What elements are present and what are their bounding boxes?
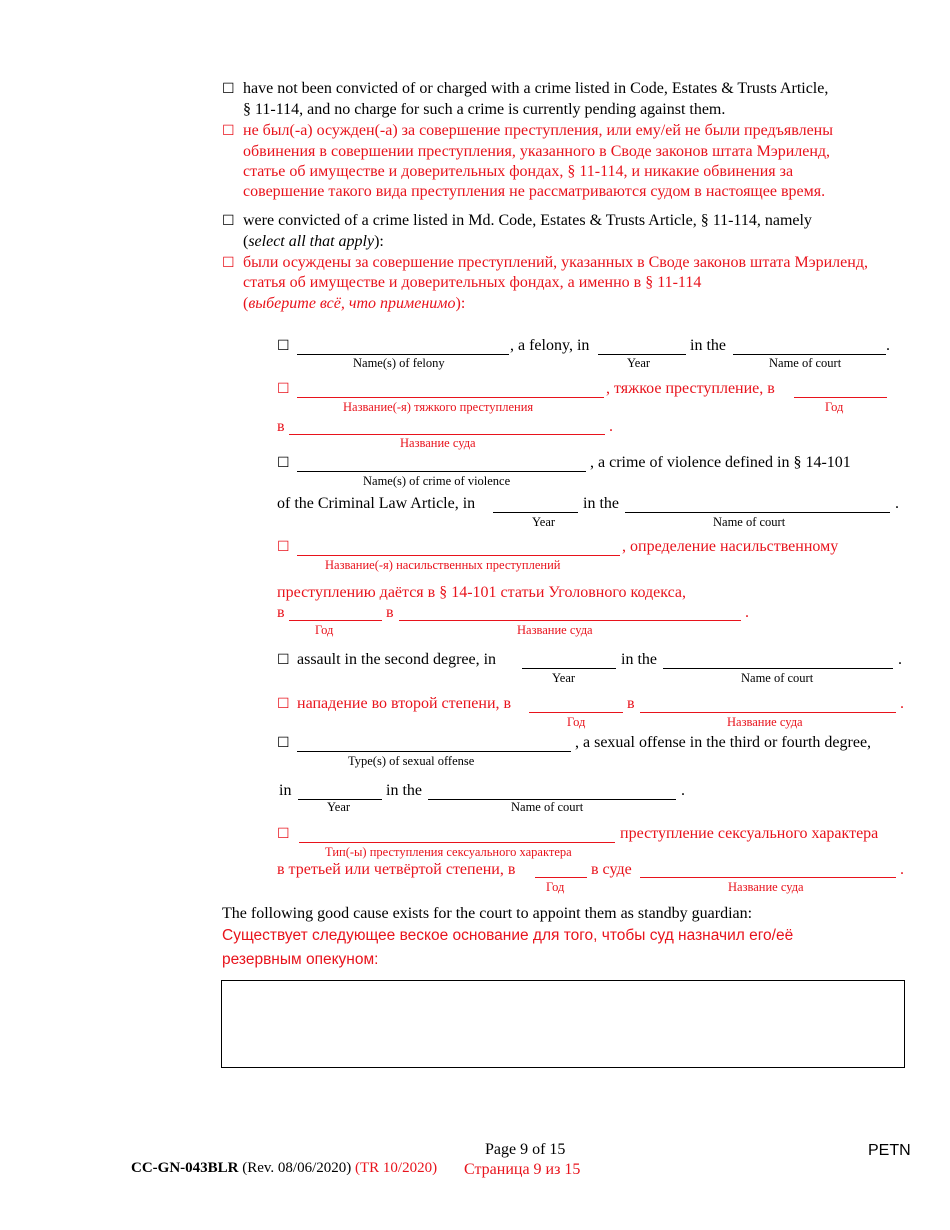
sexual-ru-year-field[interactable] <box>535 877 587 878</box>
felony-ru-year-field[interactable] <box>794 397 887 398</box>
felony-court-label: Name of court <box>769 356 842 370</box>
sexual-court-label: Name of court <box>511 800 584 814</box>
assault-ru-court-label: Название суда <box>727 715 803 729</box>
felony-text: , a felony, in <box>510 337 590 354</box>
felony-ru-name-label: Название(-я) тяжкого преступления <box>343 400 534 414</box>
violence-period: . <box>895 495 899 512</box>
violence-name-field[interactable] <box>297 471 586 472</box>
violence-year-field[interactable] <box>493 512 578 513</box>
violence-ru-v1: в <box>277 604 285 621</box>
sexual-in-the: in the <box>386 782 422 799</box>
sexual-period: . <box>681 782 685 799</box>
assault-period: . <box>898 651 902 668</box>
checkbox-not-convicted[interactable]: ☐ <box>222 81 235 97</box>
assault-ru-v: в <box>627 695 635 712</box>
sexual-in: in <box>279 782 292 799</box>
were-convicted-en-line2: (select all that apply): <box>243 233 384 250</box>
violence-ru-name-field[interactable] <box>297 555 620 556</box>
checkbox-violence-ru[interactable]: ☐ <box>277 539 290 555</box>
sexual-year-label: Year <box>327 800 351 814</box>
sexual-ru-court-field[interactable] <box>640 877 896 878</box>
checkbox-assault[interactable]: ☐ <box>277 652 290 668</box>
felony-in-the: in the <box>690 337 726 354</box>
felony-year-field[interactable] <box>598 354 686 355</box>
felony-ru-name-field[interactable] <box>297 397 604 398</box>
violence-ru-year-field[interactable] <box>289 620 382 621</box>
assault-ru-year-field[interactable] <box>529 712 623 713</box>
sexual-ru-court-label: Название суда <box>728 880 804 894</box>
not-convicted-en-line1: have not been convicted of or charged with a crime listed in Code, Estates & Trusts Article, <box>243 80 829 97</box>
sexual-ru-in-court: в суде <box>591 861 632 878</box>
felony-ru-text: , тяжкое преступление, в <box>606 380 775 397</box>
sexual-ru-line2: в третьей или четвёртой степени, в <box>277 861 516 878</box>
felony-ru-court-field[interactable] <box>289 434 605 435</box>
were-convicted-ru-line3: (выберите всё, что применимо): <box>243 295 466 312</box>
violence-ru-name-label: Название(-я) насильственных преступлений <box>325 558 561 572</box>
good-cause-en: The following good cause exists for the court to appoint them as standby guardian: <box>222 905 753 922</box>
felony-ru-period: . <box>609 418 613 435</box>
good-cause-ru-line2: резервным опекуном: <box>222 951 379 968</box>
violence-text: , a crime of violence defined in § 14-101 <box>590 454 851 471</box>
violence-ru-period: . <box>745 604 749 621</box>
violence-ru-year-label: Год <box>315 623 334 637</box>
checkbox-felony[interactable]: ☐ <box>277 338 290 354</box>
sexual-type-field[interactable] <box>297 751 571 752</box>
assault-ru-text: нападение во второй степени, в <box>297 695 512 712</box>
felony-ru-v: в <box>277 418 285 435</box>
violence-ru-v2: в <box>386 604 394 621</box>
felony-year-label: Year <box>627 356 651 370</box>
felony-ru-year-label: Год <box>825 400 844 414</box>
felony-period: . <box>886 337 890 354</box>
felony-ru-court-label: Название суда <box>400 436 476 450</box>
sexual-ru-type-label: Тип(-ы) преступления сексуального характера <box>325 845 572 859</box>
sexual-text: , a sexual offense in the third or fourth degree, <box>575 734 872 751</box>
violence-in-the: in the <box>583 495 619 512</box>
were-convicted-ru-line1: были осуждены за совершение преступлений, указанных в Своде законов штата Мэриленд, <box>243 254 868 271</box>
sexual-ru-period: . <box>900 861 904 878</box>
sexual-ru-type-field[interactable] <box>299 842 615 843</box>
page-number-ru: Страница 9 из 15 <box>464 1161 581 1178</box>
violence-line2: of the Criminal Law Article, in <box>277 495 476 512</box>
checkbox-felony-ru[interactable]: ☐ <box>277 381 290 397</box>
sexual-ru-year-label: Год <box>546 880 565 894</box>
assault-ru-court-field[interactable] <box>640 712 896 713</box>
assault-year-field[interactable] <box>522 668 616 669</box>
not-convicted-ru-line1: не был(-а) осужден(-а) за совершение преступления, или ему/ей не были предъявлены <box>243 122 833 139</box>
checkbox-not-convicted-ru[interactable]: ☐ <box>222 123 235 139</box>
assault-ru-year-label: Год <box>567 715 586 729</box>
checkbox-sexual-offense-ru[interactable]: ☐ <box>277 826 290 842</box>
violence-name-label: Name(s) of crime of violence <box>363 474 511 488</box>
violence-ru-court-field[interactable] <box>399 620 741 621</box>
assault-in-the: in the <box>621 651 657 668</box>
checkbox-assault-ru[interactable]: ☐ <box>277 696 290 712</box>
violence-year-label: Year <box>532 515 556 529</box>
felony-court-field[interactable] <box>733 354 886 355</box>
sexual-ru-text: преступление сексуального характера <box>620 825 879 842</box>
form-translation: (TR 10/2020) <box>355 1160 438 1176</box>
form-id-line <box>131 1158 437 1178</box>
form-code: PETN <box>868 1142 911 1159</box>
violence-ru-court-label: Название суда <box>517 623 593 637</box>
were-convicted-en-line1: were convicted of a crime listed in Md. Code, Estates & Trusts Article, § 11-114, namely <box>243 212 812 229</box>
assault-court-field[interactable] <box>663 668 893 669</box>
checkbox-sexual-offense[interactable]: ☐ <box>277 735 290 751</box>
felony-name-field[interactable] <box>297 354 509 355</box>
were-convicted-ru-line2: статья об имуществе и доверительных фондах, а именно в § 11-114 <box>243 274 702 291</box>
assault-year-label: Year <box>552 671 576 685</box>
good-cause-ru-line1: Существует следующее веское основание для того, чтобы суд назначил его/её <box>222 927 794 944</box>
not-convicted-ru-line2: обвинения в совершении преступления, указанного в Своде законов штата Мэриленд, <box>243 143 831 160</box>
violence-court-field[interactable] <box>625 512 890 513</box>
form-revision: (Rev. 08/06/2020) <box>242 1160 352 1176</box>
sexual-type-label: Type(s) of sexual offense <box>348 754 475 768</box>
checkbox-were-convicted[interactable]: ☐ <box>222 213 235 229</box>
not-convicted-ru-line3: статье об имуществе и доверительных фондах, § 11-114, и никакие обвинения за <box>243 163 794 180</box>
assault-court-label: Name of court <box>741 671 814 685</box>
page-number-en: Page 9 of 15 <box>485 1141 566 1158</box>
not-convicted-ru-line4: совершение такого вида преступления не рассматриваются судом в настоящее время. <box>243 183 826 200</box>
checkbox-were-convicted-ru[interactable]: ☐ <box>222 255 235 271</box>
violence-ru-line2: преступлению даётся в § 14-101 статьи Уголовного кодекса, <box>277 584 687 601</box>
assault-ru-period: . <box>900 695 904 712</box>
form-id: CC-GN-043BLR <box>131 1160 239 1176</box>
not-convicted-en-line2: § 11-114, and no charge for such a crime is currently pending against them. <box>243 101 726 118</box>
felony-name-label: Name(s) of felony <box>353 356 445 370</box>
violence-court-label: Name of court <box>713 515 786 529</box>
violence-ru-text: , определение насильственному <box>622 538 839 555</box>
assault-text: assault in the second degree, in <box>297 651 497 668</box>
checkbox-violence[interactable]: ☐ <box>277 455 290 471</box>
good-cause-textbox[interactable] <box>221 980 905 1068</box>
